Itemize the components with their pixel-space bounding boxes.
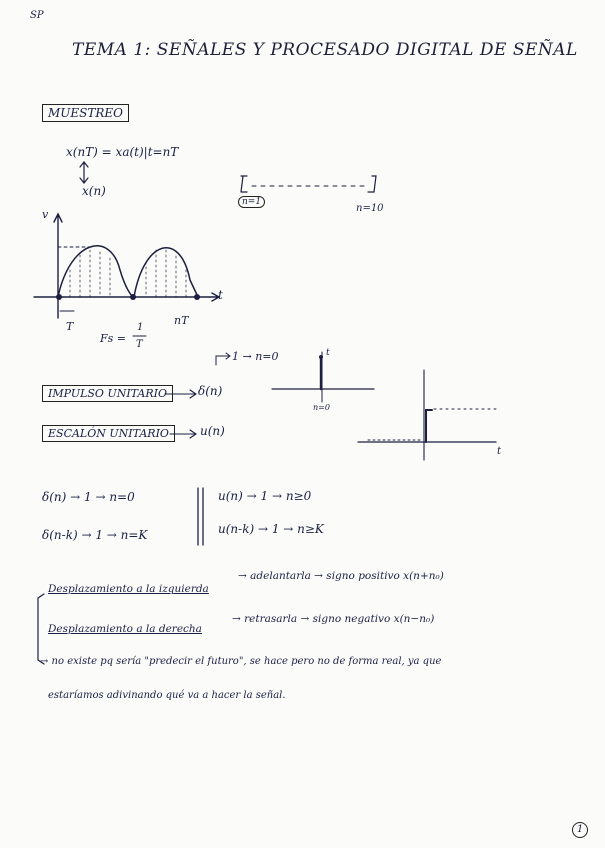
impulse-definition: 1 → n=0 [232, 350, 279, 363]
corner-mark: SP [30, 10, 44, 21]
sampling-frequency-denominator: T [136, 339, 143, 350]
escalon-label: ESCALÓN UNITARIO [42, 425, 175, 442]
double-arrow [80, 162, 88, 183]
sequence-end-label: n=10 [356, 203, 384, 214]
sampling-frequency-lhs: Fs = [100, 332, 126, 345]
delta-definition: δ(n) → 1 → n=0 [42, 490, 135, 504]
impulse-n0-label: n=0 [313, 403, 330, 412]
impulso-label: IMPULSO UNITARIO [42, 385, 173, 402]
escalon-arrow [170, 430, 196, 438]
note-line-1: → no existe pq sería "predecir el futuro", se hace pero no de forma real, ya que [40, 656, 442, 667]
page-number: 1 [572, 822, 588, 838]
sampling-frequency-numerator: 1 [137, 322, 144, 333]
shifted-delta-definition: δ(n-k) → 1 → n=K [42, 528, 148, 542]
note-line-2: estaríamos adivinando qué va a hacer la señal. [48, 690, 286, 701]
step-axis-t-label: t [497, 446, 502, 457]
shift-right-description: → retrasarla → signo negativo x(n−n₀) [232, 613, 435, 625]
shift-brace [38, 594, 44, 664]
impulse-axis-t-label: t [326, 348, 330, 358]
y-axis-label: v [42, 208, 49, 221]
muestreo-label: MUESTREO [42, 104, 129, 122]
step-rise [426, 410, 432, 442]
tick-nT-label: nT [174, 314, 189, 327]
impulse-symbol: δ(n) [198, 384, 223, 398]
page-title: TEMA 1: SEÑALES Y PROCESADO DIGITAL DE SEÑAL [72, 40, 578, 60]
tick-T-label: T [66, 320, 74, 333]
sequence-start-label: n=1 [238, 196, 265, 208]
definitions-separator [198, 488, 203, 545]
t-axis-label: t [218, 288, 223, 302]
discrete-signal-label: x(n) [82, 184, 106, 198]
sampling-equation: x(nT) = xa(t)|t=nT [66, 145, 179, 159]
graph-y-axis [54, 214, 62, 318]
impulse-top [319, 355, 323, 359]
step-definition: u(n) → 1 → n≥0 [218, 489, 312, 503]
shift-right-title: Desplazamiento a la derecha [48, 623, 202, 635]
shifted-step-definition: u(n-k) → 1 → n≥K [218, 522, 324, 536]
sequence-bracket [241, 176, 376, 192]
graph-waveform [58, 246, 198, 297]
impulso-arrow [165, 390, 196, 398]
step-symbol: u(n) [200, 424, 225, 438]
shift-left-description: → adelantarla → signo positivo x(n+n₀) [238, 570, 444, 582]
impulse-def-arrow [216, 353, 230, 365]
shift-left-title: Desplazamiento a la izquierda [48, 583, 209, 595]
